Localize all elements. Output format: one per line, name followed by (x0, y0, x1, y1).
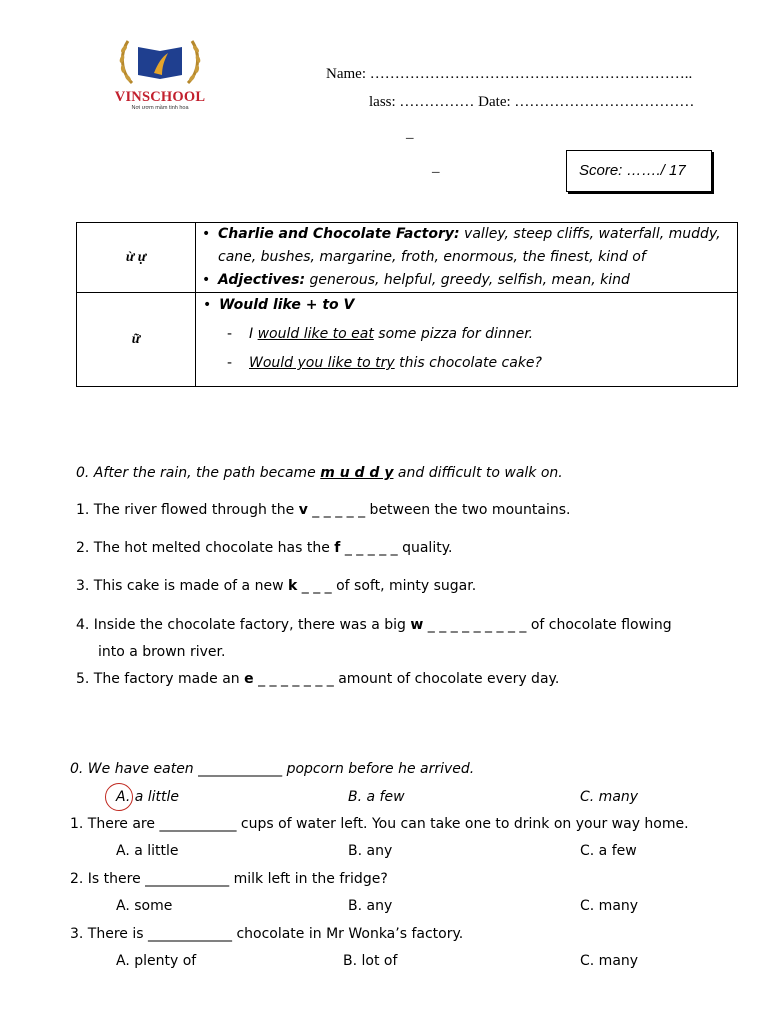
mc-option: A. a little (116, 789, 180, 805)
mc-option: C. a few (580, 843, 637, 859)
table-row (77, 293, 738, 387)
score-label: Score: ……./ 17 (579, 162, 686, 179)
vocab-question-5 (76, 669, 559, 689)
summary-table (76, 222, 738, 387)
class-date-line: lass: …………… Date: ……………………………… (369, 94, 695, 110)
logo-tagline: Nơi ươm mầm tinh hoa (131, 105, 189, 111)
first-letter: w (410, 617, 424, 633)
bullet-text: generous, helpful, greedy, selfish, mean, kind (305, 272, 630, 288)
first-letter: v (298, 502, 308, 518)
question-text: 1. The river flowed through the (76, 502, 299, 518)
mc-option: B. lot of (343, 953, 398, 969)
question-text: 4. Inside the chocolate factory, there was a big (76, 617, 411, 633)
bullet-grammar (197, 294, 736, 317)
bullet-vocab (196, 223, 729, 269)
first-letter: f (334, 540, 341, 556)
mc-question-0: 0. We have eaten ____________ popcorn before he arrived. (70, 761, 475, 777)
mc-option: A. plenty of (116, 953, 197, 969)
row-label-vocab: ừ ự (77, 223, 196, 293)
bullet-heading: Adjectives: (218, 272, 306, 288)
mc-question-3: 3. There is ____________ chocolate in Mr Wonka’s factory. (70, 926, 464, 942)
grammar-example-1 (197, 323, 736, 346)
vocab-question-1 (76, 500, 570, 520)
question-text: _ _ _ _ _ _ _ _ _ of chocolate flowing (423, 617, 672, 633)
first-letter: e (244, 671, 254, 687)
question-text: _ _ _ _ _ _ _ amount of chocolate every day. (253, 671, 560, 687)
mc-option: B. a few (348, 789, 405, 805)
first-letter: k (287, 578, 298, 594)
example-underlined: would like to eat (257, 326, 374, 342)
question-text: 3. This cake is made of a new (76, 578, 288, 594)
question-text: _ _ _ _ _ between the two mountains. (307, 502, 571, 518)
mc-option: B. any (348, 843, 393, 859)
mc-option: B. any (348, 898, 393, 914)
mc-question-1: 1. There are ___________ cups of water left. You can take one to drink on your way home. (70, 816, 689, 832)
vocab-question-3 (76, 576, 476, 596)
bullet-adjectives (196, 269, 729, 292)
example-text: I (249, 326, 258, 342)
bullet-heading: Charlie and Chocolate Factory: (218, 226, 460, 242)
mc-option: A. some (116, 898, 173, 914)
question-text: 5. The factory made an (76, 671, 245, 687)
bullet-text: valley, steep cliffs, waterfall, muddy, cane, bushes, margarine, froth, enormous, the finest, kind of (218, 226, 721, 265)
vocab-question-2 (76, 538, 452, 558)
example-text: this chocolate cake? (394, 355, 542, 371)
vocab-question-4-cont: into a brown river. (98, 644, 226, 660)
school-logo (106, 33, 214, 113)
table-row (77, 223, 738, 293)
example-answer: m u d d y (320, 465, 394, 481)
question-text: _ _ _ _ _ quality. (340, 540, 453, 556)
grammar-cell (196, 293, 738, 387)
grammar-example-2 (197, 352, 736, 375)
mc-option: A. a little (116, 843, 179, 859)
score-box (566, 150, 712, 192)
question-text: 2. The hot melted chocolate has the (76, 540, 335, 556)
bullet-heading: Would like + to V (219, 297, 355, 313)
question-text: 0. After the rain, the path became (76, 465, 321, 481)
header-dash-1: – (406, 130, 414, 146)
book-laurel-icon (106, 33, 214, 91)
row-label-grammar: ữ (77, 293, 196, 387)
vocab-question-0 (76, 463, 563, 483)
example-text: some pizza for dinner. (373, 326, 534, 342)
mc-question-2: 2. Is there ____________ milk left in the fridge? (70, 871, 388, 887)
mc-option: C. many (580, 898, 639, 914)
mc-option: C. many (580, 789, 639, 805)
name-line: Name: ……………………………………………………….. (326, 66, 693, 82)
question-text: and difficult to walk on. (393, 465, 563, 481)
vocab-question-4 (76, 615, 672, 635)
vocab-cell (196, 223, 738, 293)
mc-option: C. many (580, 953, 639, 969)
header-dash-2: – (432, 164, 440, 180)
question-text: _ _ _ of soft, minty sugar. (297, 578, 477, 594)
example-underlined: Would you like to try (249, 355, 395, 371)
logo-wordmark: VINSCHOOL (114, 89, 206, 105)
